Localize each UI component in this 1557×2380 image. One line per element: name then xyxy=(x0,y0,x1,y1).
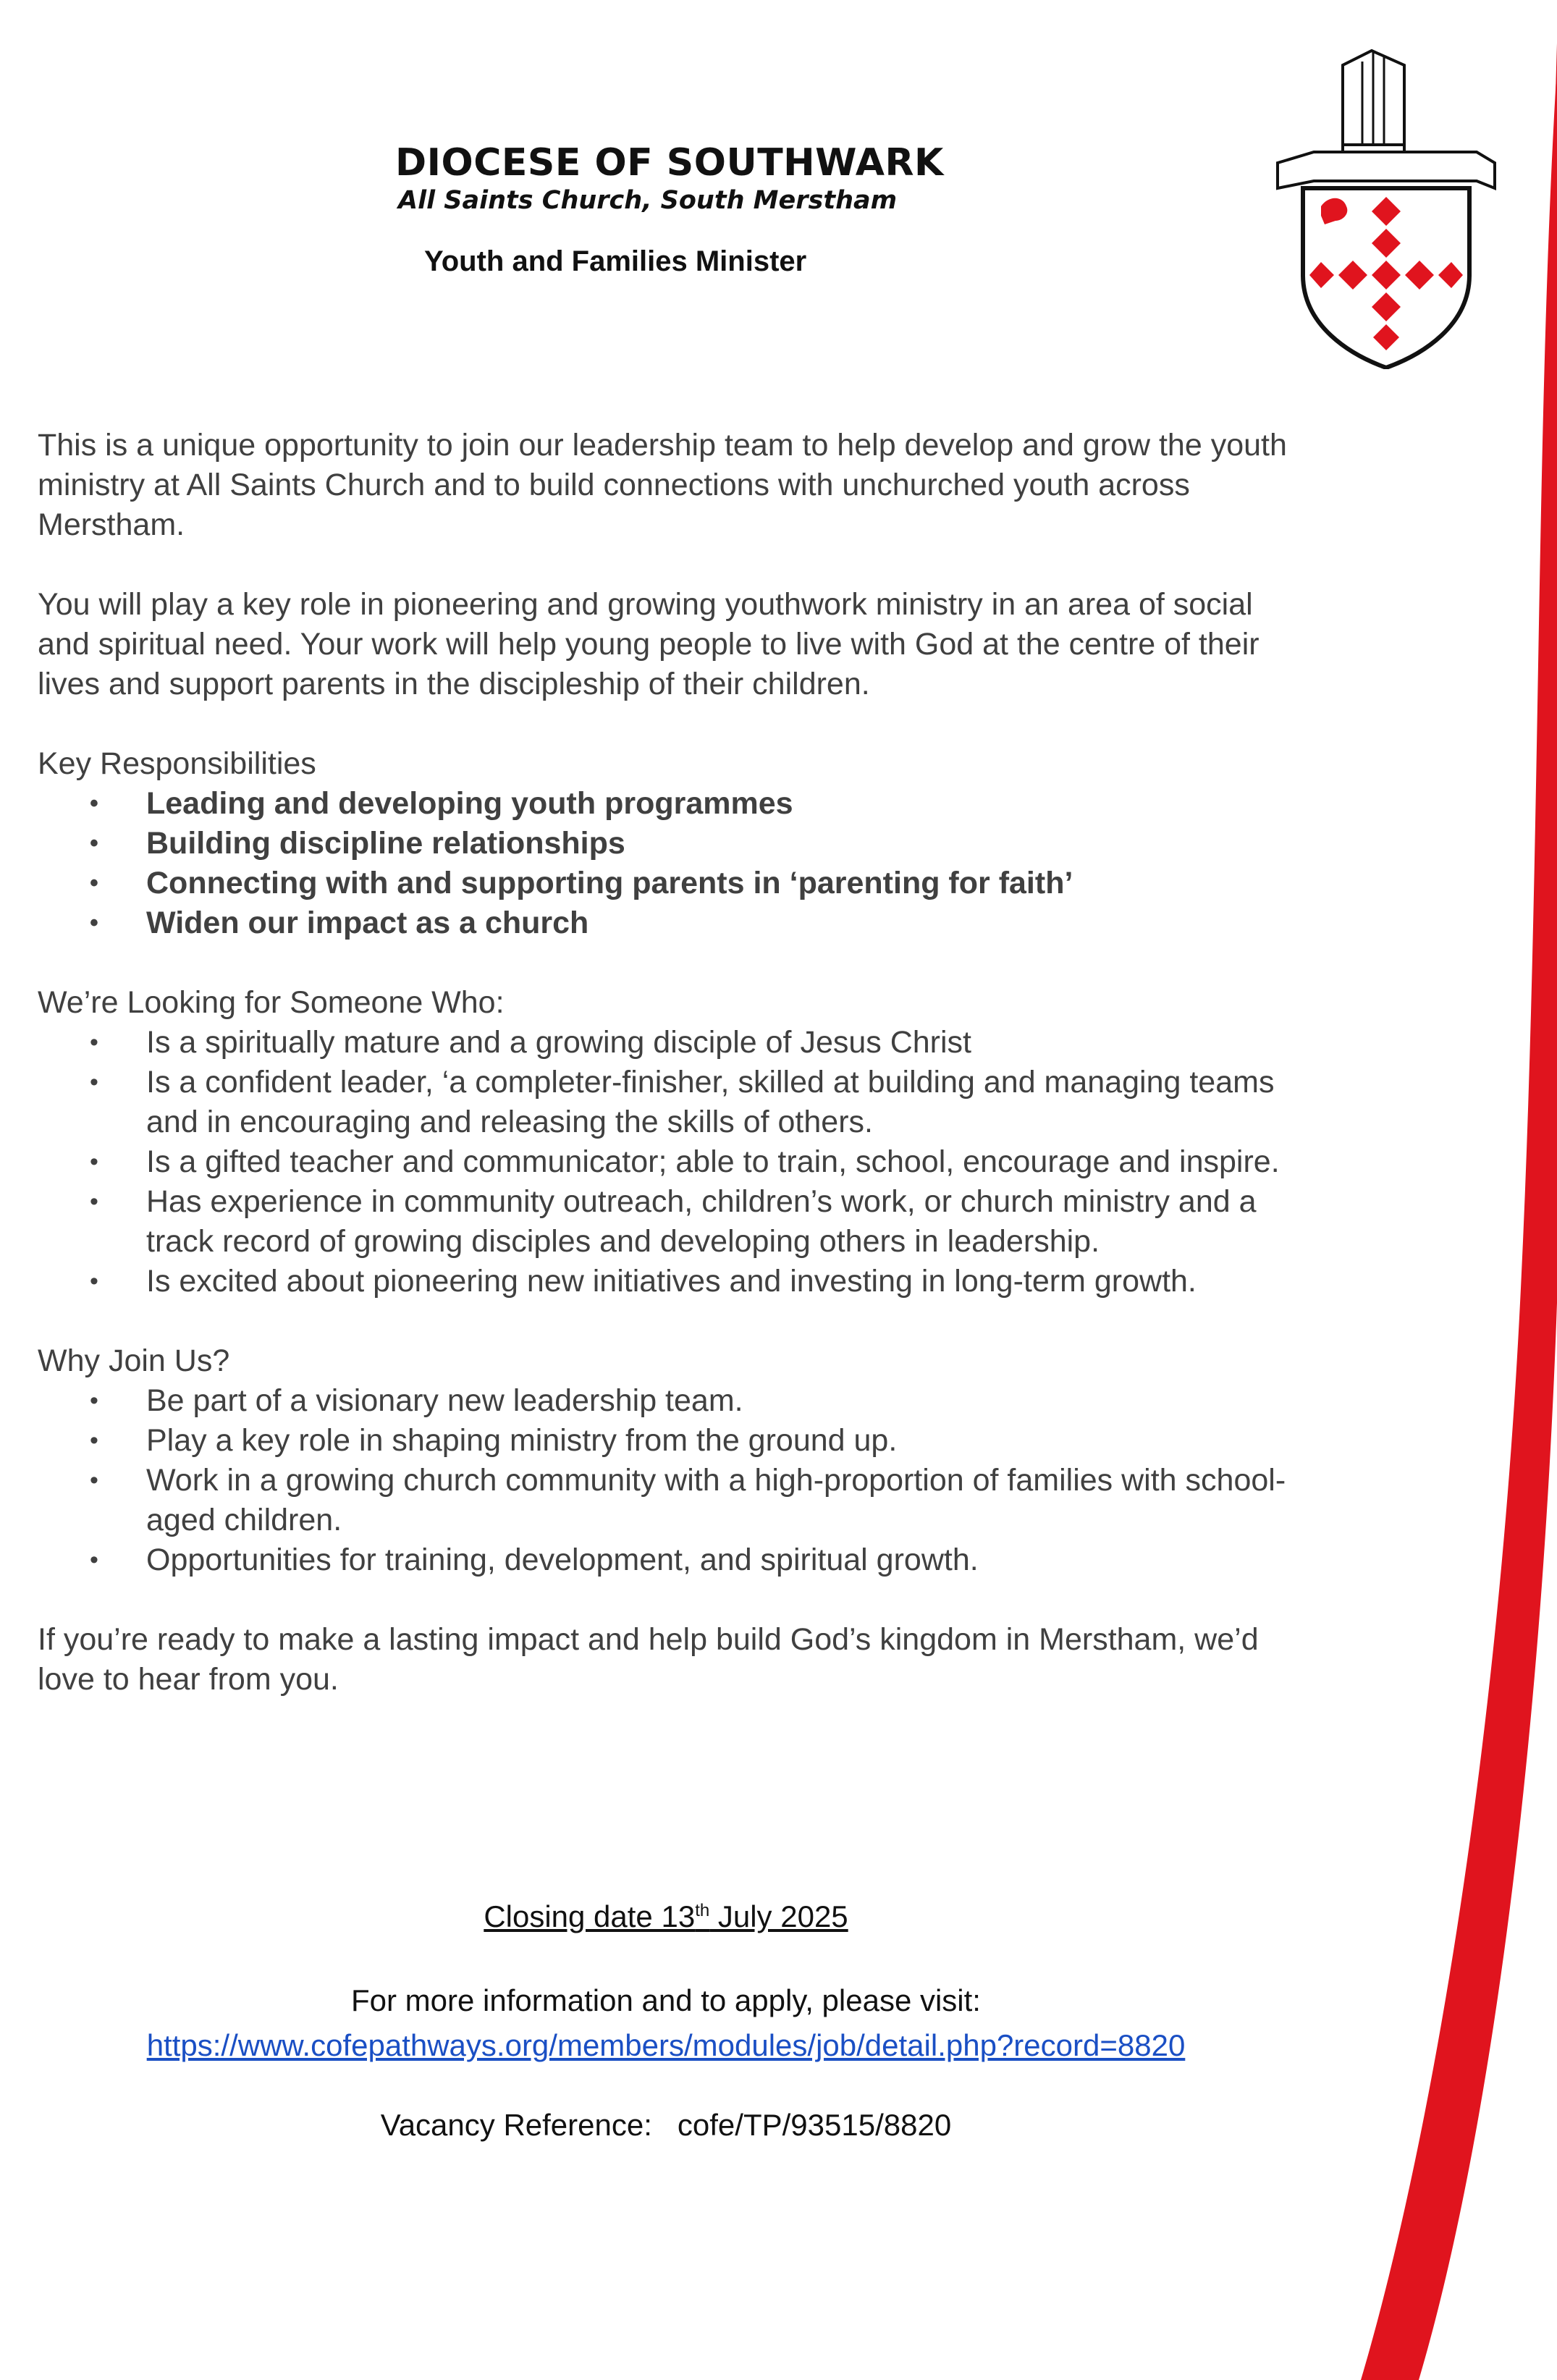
role-title: Youth and Families Minister xyxy=(424,245,807,277)
closing-date-rest: July 2025 xyxy=(709,1899,848,1933)
parish-subtitle: All Saints Church, South Merstham xyxy=(398,186,898,215)
list-item: • Widen our impact as a church xyxy=(38,903,1312,943)
advert-body xyxy=(38,426,1312,1739)
vacancy-reference xyxy=(0,2106,1332,2144)
why-join-heading: Why Join Us? xyxy=(38,1343,230,1378)
looking-for-list xyxy=(38,1023,1312,1301)
diocese-crest-icon xyxy=(1270,43,1502,369)
list-item: • Has experience in community outreach, children’s work, or church ministry and a track record of growing disciples and developing others in leadership. xyxy=(38,1182,1312,1262)
responsibilities-heading: Key Responsibilities xyxy=(38,746,316,781)
closing-date-ordinal: th xyxy=(695,1901,710,1920)
list-item: • Work in a growing church community with a high-proportion of families with school-aged children. xyxy=(38,1461,1312,1540)
list-item: • Is a gifted teacher and communicator; able to train, school, encourage and inspire. xyxy=(38,1142,1312,1182)
apply-link[interactable]: https://www.cofepathways.org/members/modules/job/detail.php?record=8820 xyxy=(146,2028,1186,2062)
apply-link-row xyxy=(0,2027,1332,2064)
why-join-list xyxy=(38,1381,1312,1580)
apply-info-text: For more information and to apply, please visit: xyxy=(351,1983,981,2017)
vacancy-value: cofe/TP/93515/8820 xyxy=(677,2108,952,2142)
document-header xyxy=(304,141,1028,279)
list-item: • Be part of a visionary new leadership team. xyxy=(38,1381,1312,1421)
outro-paragraph: If you’re ready to make a lasting impact and help build God’s kingdom in Merstham, we’d love to hear from you. xyxy=(38,1622,1259,1697)
list-item: • Is a spiritually mature and a growing disciple of Jesus Christ xyxy=(38,1023,1312,1063)
intro-paragraph-1: This is a unique opportunity to join our leadership team to help develop and grow the youth ministry at All Saints Church and to build connections with unchurched youth across Merstham. xyxy=(38,428,1287,542)
closing-date xyxy=(0,1898,1332,1936)
closing-date-text xyxy=(484,1899,848,1933)
diocese-title: DIOCESE OF SOUTHWARK xyxy=(395,141,944,185)
list-item: • Is excited about pioneering new initiatives and investing in long-term growth. xyxy=(38,1262,1312,1301)
list-item: • Play a key role in shaping ministry from the ground up. xyxy=(38,1421,1312,1461)
vacancy-label: Vacancy Reference: xyxy=(380,2108,652,2142)
list-item: • Connecting with and supporting parents in ‘parenting for faith’ xyxy=(38,864,1312,903)
list-item: • Building discipline relationships xyxy=(38,824,1312,864)
responsibilities-list xyxy=(38,784,1312,943)
list-item: • Leading and developing youth programmes xyxy=(38,784,1312,824)
closing-date-prefix: Closing date 13 xyxy=(484,1899,696,1933)
looking-for-heading: We’re Looking for Someone Who: xyxy=(38,985,505,1020)
intro-paragraph-2: You will play a key role in pioneering and growing youthwork ministry in an area of social and spiritual need. Your work will help young people to live with God at the centre of their lives and support parents in the discipleship of their children. xyxy=(38,587,1259,701)
list-item: • Is a confident leader, ‘a completer-finisher, skilled at building and managing teams and in encouraging and releasing the skills of others. xyxy=(38,1063,1312,1142)
list-item: • Opportunities for training, development, and spiritual growth. xyxy=(38,1540,1312,1580)
